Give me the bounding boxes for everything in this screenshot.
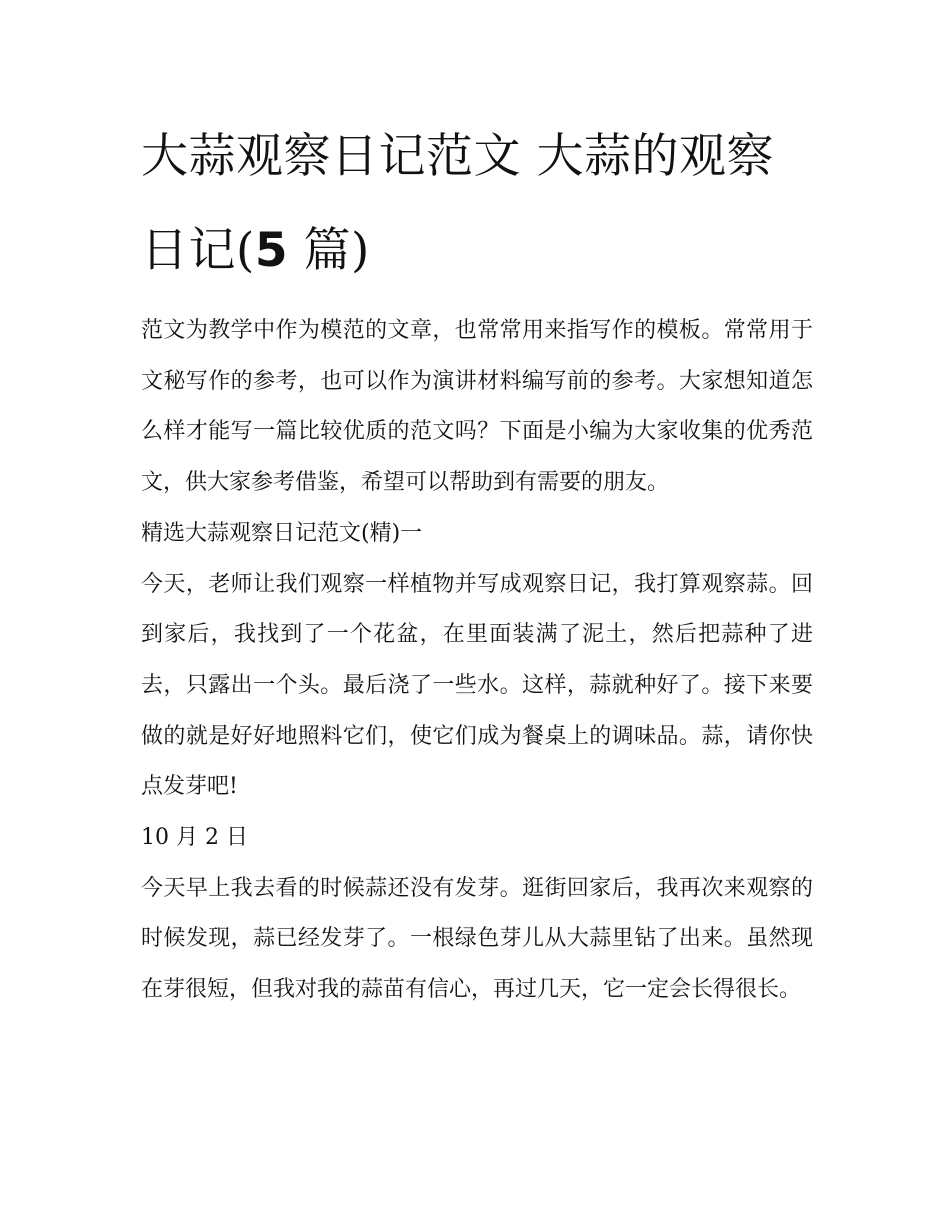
title-text-part1: 大蒜观察日记范文 大蒜的观察日记( [141,129,774,278]
title-number: 5 [254,223,289,278]
diary-paragraph-1: 今天，老师让我们观察一样植物并写成观察日记，我打算观察蒜。回到家后，我找到了一个花盆，在里面装满了泥土，然后把蒜种了进去，只露出一个头。最后浇了一些水。这样，蒜就种好了。接下来要做的就是好好地照料它们，使它们成为餐桌上的调味品。蒜，请你快点发芽吧! [141,571,813,800]
diary-date: 10 月 2 日 [141,825,248,851]
diary-paragraph-2: 今天早上我去看的时候蒜还没有发芽。逛街回家后，我再次来观察的时候发现，蒜已经发芽了。一根绿色芽儿从大蒜里钻了出来。虽然现在芽很短，但我对我的蒜苗有信心，再过几天，它一定会长得很长。 [141,875,813,1003]
document-body [141,298,813,1016]
intro-paragraph: 范文为教学中作为模范的文章，也常常用来指写作的模板。常常用于文秘写作的参考，也可以作为演讲材料编写前的参考。大家想知道怎么样才能写一篇比较优质的范文吗？下面是小编为大家收集的优秀范文，供大家参考借鉴，希望可以帮助到有需要的朋友。 [141,318,813,496]
section-heading: 精选大蒜观察日记范文(精)一 [141,520,423,546]
document-title [141,110,813,298]
title-text-part2: 篇) [288,223,370,278]
document-page [141,110,813,1016]
